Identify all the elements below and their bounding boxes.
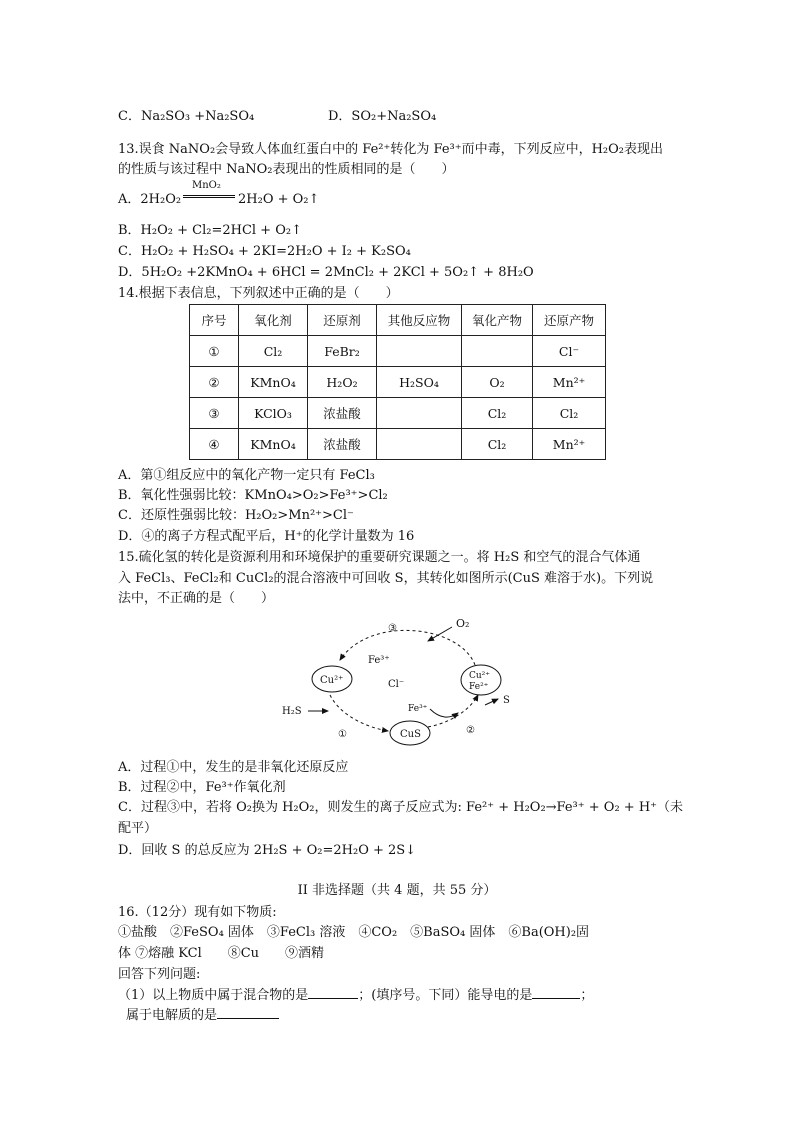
table-cell <box>462 336 533 367</box>
diagram-label: ① <box>338 729 347 740</box>
table-header: 其他反应物 <box>377 305 462 336</box>
diagram-label: H₂S <box>282 706 302 717</box>
table-cell: Cl₂ <box>533 398 606 429</box>
q13-option-a-right: 2H₂O + O₂↑ <box>238 192 320 207</box>
table-header: 序号 <box>190 305 239 336</box>
diagram-label: Fe³⁺ <box>368 655 390 666</box>
q15-stem-line1: 15.硫化氢的转化是资源利用和环境保护的重要研究课题之一。将 H₂S 和空气的混合气体通 <box>118 550 641 565</box>
q16-sub1-cont <box>126 1007 279 1025</box>
cycle-arc-top <box>340 630 475 665</box>
q15-stem-line2: 入 FeCl₃、FeCl₂和 CuCl₂的混合溶液中可回收 S，其转化如图所示(CuS 难溶于水)。下列说 <box>118 571 654 586</box>
section-title: II 非选择题（共 4 题，共 55 分） <box>297 883 497 898</box>
q14-option-c: C．还原性强弱比较：H₂O₂>Mn²⁺>Cl⁻ <box>118 508 354 523</box>
q16-prompt: 回答下列问题: <box>118 967 201 982</box>
table-cell: Mn²⁺ <box>533 429 606 460</box>
q16-items-line1: ①盐酸 ②FeSO₄ 固体 ③FeCl₃ 溶液 ④CO₂ ⑤BaSO₄ 固体 ⑥Ba(OH)₂固 <box>118 925 590 940</box>
table-header: 还原产物 <box>533 305 606 336</box>
answer-blank[interactable] <box>532 998 580 999</box>
table-cell: Mn²⁺ <box>533 367 606 398</box>
fe3-arrow <box>430 709 458 717</box>
table-cell: KMnO₄ <box>239 429 308 460</box>
q15-option-c-line1: C．过程③中，若将 O₂换为 H₂O₂，则发生的离子反应式为: Fe²⁺ + H₂O₂→Fe³⁺ + O₂ + H⁺（未 <box>118 800 684 815</box>
q13-option-c: C．H₂O₂ + H₂SO₄ + 2KI=2H₂O + I₂ + K₂SO₄ <box>118 244 411 259</box>
table-row <box>190 336 606 367</box>
answer-blank[interactable] <box>308 998 358 999</box>
table-cell: ④ <box>190 429 239 460</box>
table-cell: H₂SO₄ <box>377 367 462 398</box>
table-row <box>190 398 606 429</box>
table-cell: H₂O₂ <box>308 367 377 398</box>
diagram-label: ③ <box>388 623 397 634</box>
diagram-label: O₂ <box>456 617 470 630</box>
table-cell: KMnO₄ <box>239 367 308 398</box>
q15-option-a: A．过程①中，发生的是非氧化还原反应 <box>118 760 349 775</box>
q15-option-b: B．过程②中，Fe³⁺作氧化剂 <box>118 780 286 795</box>
table-cell: 浓盐酸 <box>308 429 377 460</box>
q16-sub1-text-b: ；(填序号。下同）能导电的是 <box>358 988 533 1003</box>
table-cell: 浓盐酸 <box>308 398 377 429</box>
diagram-label: Cl⁻ <box>388 679 405 690</box>
q13-catalyst: MnO₂ <box>192 180 221 191</box>
table-row <box>190 429 606 460</box>
q15-option-d: D．回收 S 的总反应为 2H₂S + O₂=2H₂O + 2S↓ <box>118 843 417 858</box>
q12-option-c: C．Na₂SO₃ +Na₂SO₄ <box>118 109 255 124</box>
table-cell: Cl₂ <box>462 429 533 460</box>
table-cell: Cl₂ <box>239 336 308 367</box>
table-cell: KClO₃ <box>239 398 308 429</box>
q12-option-d: D．SO₂+Na₂SO₄ <box>328 109 437 124</box>
q13-stem-line2: 的性质与该过程中 NaNO₂表现出的性质相同的是（ ） <box>118 162 455 177</box>
diagram-label: CuS <box>400 729 421 740</box>
table-cell: ① <box>190 336 239 367</box>
q16-sub1-text-d: 属于电解质的是 <box>126 1008 218 1023</box>
q13-stem-line1: 13.误食 NaNO₂会导致人体血红蛋白中的 Fe²⁺转化为 Fe³⁺而中毒，下列反应中，H₂O₂表现出 <box>118 142 664 157</box>
q16-stem: 16.（12分）现有如下物质: <box>118 905 277 920</box>
diagram-label: S <box>503 695 510 706</box>
table-cell: Cl⁻ <box>533 336 606 367</box>
diagram-label: Fe²⁺ <box>469 682 489 692</box>
q15-option-c-line2: 配平） <box>118 821 158 836</box>
cycle-arc-left <box>330 695 388 731</box>
q16-items-line2: 体 ⑦熔融 KCl ⑧Cu ⑨酒精 <box>118 946 325 961</box>
diagram-label: Cu²⁺ <box>320 675 344 686</box>
diagram-label: Cu²⁺ <box>469 671 491 681</box>
q13-option-d: D．5H₂O₂ +2KMnO₄ + 6HCl = 2MnCl₂ + 2KCl + 5O₂↑ + 8H₂O <box>118 265 534 280</box>
diagram-label: Fe³⁺ <box>408 704 428 714</box>
q15-cycle-diagram <box>280 615 520 750</box>
reaction-line-2 <box>183 197 235 198</box>
table-cell: ② <box>190 367 239 398</box>
table-header: 氧化剂 <box>239 305 308 336</box>
diagram-label: ② <box>466 725 475 736</box>
q14-table <box>189 304 606 460</box>
q16-sub1 <box>118 987 593 1005</box>
reaction-line <box>183 195 235 196</box>
q13-option-b: B．H₂O₂ + Cl₂=2HCl + O₂↑ <box>118 223 302 238</box>
table-header: 氧化产物 <box>462 305 533 336</box>
q16-sub1-text-a: （1）以上物质中属于混合物的是 <box>118 988 309 1003</box>
table-cell <box>377 429 462 460</box>
table-cell: O₂ <box>462 367 533 398</box>
table-header: 还原剂 <box>308 305 377 336</box>
table-header-row <box>190 305 606 336</box>
table-row <box>190 367 606 398</box>
q14-stem: 14.根据下表信息，下列叙述中正确的是（ ） <box>118 286 399 301</box>
q14-option-a: A．第①组反应中的氧化产物一定只有 FeCl₃ <box>118 468 375 483</box>
q13-option-a-label: A．2H₂O₂ <box>118 192 182 207</box>
q14-option-b: B．氧化性强弱比较：KMnO₄>O₂>Fe³⁺>Cl₂ <box>118 488 388 503</box>
table-cell <box>377 336 462 367</box>
q15-stem-line3: 法中，不正确的是（ ） <box>118 591 275 606</box>
table-cell <box>377 398 462 429</box>
q16-sub1-text-c: ； <box>580 988 594 1003</box>
s-arrow <box>485 699 498 705</box>
answer-blank[interactable] <box>217 1018 279 1019</box>
table-cell: FeBr₂ <box>308 336 377 367</box>
cycle-arc-right <box>428 695 478 727</box>
q14-option-d: D．④的离子方程式配平后，H⁺的化学计量数为 16 <box>118 529 415 544</box>
table-cell: ③ <box>190 398 239 429</box>
table-cell: Cl₂ <box>462 398 533 429</box>
